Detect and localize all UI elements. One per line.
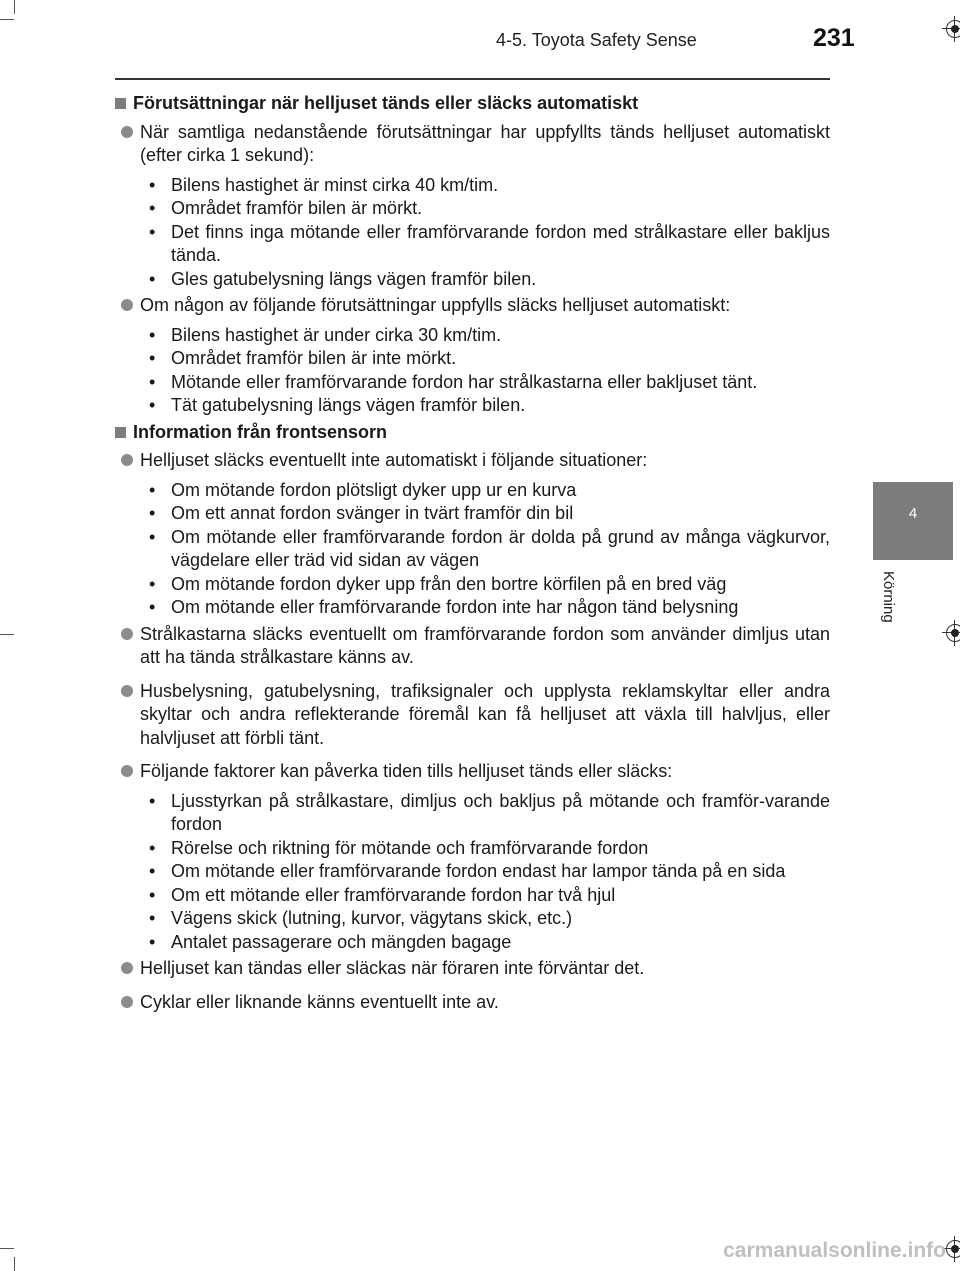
crop-mark	[0, 1248, 14, 1249]
sub-bullet-icon: •	[149, 348, 156, 368]
sub-bullet-icon: •	[149, 479, 156, 500]
sub-bullet-icon: •	[149, 371, 156, 392]
sub-list-text: Bilens hastighet är under cirka 30 km/tim.	[171, 324, 502, 345]
chapter-title-text: Körning	[880, 571, 897, 623]
page-number: 231	[813, 24, 855, 52]
sub-list-text: Vägens skick (lutning, kurvor, vägytans skick, etc.)	[171, 908, 573, 928]
sub-list-text: Om ett mötande eller framförvarande fordon har två hjul	[171, 884, 616, 905]
section-heading	[115, 92, 830, 116]
sub-list-item	[149, 502, 830, 526]
sub-list-item	[149, 221, 830, 268]
sub-list-item	[149, 907, 830, 931]
sub-list-item	[149, 790, 830, 837]
sub-bullet-icon: •	[149, 861, 156, 881]
registration-mark-icon	[942, 620, 960, 646]
crop-mark	[0, 634, 14, 635]
section-square-icon	[115, 98, 126, 109]
sub-bullet-icon: •	[149, 268, 156, 289]
document-body	[115, 92, 830, 1024]
chapter-number: 4	[908, 505, 918, 522]
sub-list	[115, 479, 830, 620]
bullet-dot-icon	[121, 299, 133, 311]
sub-list-text: Rörelse och riktning för mötande och framförvarande fordon	[171, 837, 649, 858]
crop-mark	[14, 1257, 15, 1271]
header-rule	[115, 78, 830, 80]
bullet-item	[115, 760, 830, 784]
sub-list-text: Om ett annat fordon svänger in tvärt framför din bil	[171, 503, 574, 523]
watermark: carmanualsonline.info	[723, 1239, 946, 1262]
sub-bullet-icon: •	[149, 503, 156, 523]
sub-bullet-icon: •	[149, 526, 156, 547]
sub-bullet-icon: •	[149, 198, 156, 218]
registration-mark-icon	[942, 16, 960, 42]
sub-list-text: Om mötande eller framförvarande fordon är dolda på grund av många vägkurvor, vägdelare eller träd vid sidan av vägen	[171, 526, 830, 570]
sub-list	[115, 790, 830, 955]
bullet-dot-icon	[121, 765, 133, 777]
sub-list-text: Området framför bilen är mörkt.	[171, 198, 423, 218]
bullet-item	[115, 623, 830, 670]
bullet-text: Följande faktorer kan påverka tiden tills helljuset tänds eller släcks:	[140, 761, 673, 781]
sub-bullet-icon: •	[149, 324, 156, 345]
sub-list-text: Tät gatubelysning längs vägen framför bilen.	[171, 395, 526, 415]
chapter-tab	[873, 482, 953, 560]
sub-list-item	[149, 837, 830, 861]
bullet-text: Om någon av följande förutsättningar uppfylls släcks helljuset automatiskt:	[140, 295, 731, 315]
bullet-item	[115, 294, 830, 318]
bullet-dot-icon	[121, 454, 133, 466]
sub-list-text: Det finns inga mötande eller framförvarande fordon med strålkastare eller bakljus tända.	[171, 221, 830, 265]
sub-list-item	[149, 596, 830, 620]
bullet-text: Strålkastarna släcks eventuellt om framförvarande fordon som använder dimljus utan att ha tända strålkastare känns av.	[140, 623, 830, 667]
chapter-title	[876, 571, 898, 641]
sub-list-item	[149, 479, 830, 503]
sub-bullet-icon: •	[149, 573, 156, 594]
sub-list-item	[149, 268, 830, 292]
section-heading	[115, 421, 830, 445]
sub-bullet-icon: •	[149, 884, 156, 905]
sub-bullet-icon: •	[149, 395, 156, 415]
sub-bullet-icon: •	[149, 174, 156, 195]
bullet-item	[115, 680, 830, 751]
section-heading-text: Information från frontsensorn	[133, 421, 388, 442]
sub-list-item	[149, 174, 830, 198]
bullet-text: När samtliga nedanstående förutsättningar har uppfyllts tänds helljuset automatiskt (efter cirka 1 sekund):	[140, 121, 830, 165]
bullet-text: Cyklar eller liknande känns eventuellt inte av.	[140, 991, 499, 1012]
sub-list-item	[149, 573, 830, 597]
sub-list	[115, 324, 830, 418]
sub-list-text: Området framför bilen är inte mörkt.	[171, 348, 457, 368]
crop-mark	[0, 19, 14, 20]
bullet-text: Husbelysning, gatubelysning, trafiksignaler och upplysta reklamskyltar eller andra skyltar och andra reflekterande föremål kan få helljuset att växla till halvljus, eller halvljuset att förbli tänt.	[140, 680, 830, 748]
sub-bullet-icon: •	[149, 221, 156, 242]
sub-list-item	[149, 860, 830, 884]
sub-list-text: Om mötande eller framförvarande fordon inte har någon tänd belysning	[171, 597, 739, 617]
sub-list-item	[149, 931, 830, 955]
sub-bullet-icon: •	[149, 931, 156, 952]
section-square-icon	[115, 427, 126, 438]
sub-list-text: Om mötande fordon plötsligt dyker upp ur en kurva	[171, 479, 577, 500]
bullet-dot-icon	[121, 996, 133, 1008]
section-heading-text: Förutsättningar när helljuset tänds eller släcks automatiskt	[133, 93, 639, 113]
bullet-item	[115, 121, 830, 168]
sub-list-item	[149, 526, 830, 573]
bullet-item	[115, 991, 830, 1015]
sub-list-item	[149, 324, 830, 348]
bullet-dot-icon	[121, 685, 133, 697]
sub-list	[115, 174, 830, 292]
header-section-title: 4-5. Toyota Safety Sense	[496, 30, 697, 50]
sub-bullet-icon: •	[149, 908, 156, 928]
bullet-dot-icon	[121, 126, 133, 138]
sub-list-item	[149, 197, 830, 221]
sub-list-text: Gles gatubelysning längs vägen framför bilen.	[171, 268, 537, 289]
sub-bullet-icon: •	[149, 597, 156, 617]
sub-list-text: Bilens hastighet är minst cirka 40 km/tim.	[171, 174, 499, 195]
sub-list-item	[149, 394, 830, 418]
sub-list-text: Om mötande fordon dyker upp från den bortre körfilen på en bred väg	[171, 573, 727, 594]
crop-mark	[14, 0, 15, 14]
sub-list-item	[149, 371, 830, 395]
sub-bullet-icon: •	[149, 790, 156, 811]
bullet-text: Helljuset kan tändas eller släckas när föraren inte förväntar det.	[140, 958, 645, 978]
sub-list-text: Om mötande eller framförvarande fordon endast har lampor tända på en sida	[171, 861, 786, 881]
sub-list-item	[149, 884, 830, 908]
sub-list-item	[149, 347, 830, 371]
sub-list-text: Mötande eller framförvarande fordon har strålkastarna eller bakljuset tänt.	[171, 371, 758, 392]
sub-list-text: Antalet passagerare och mängden bagage	[171, 931, 512, 952]
sub-bullet-icon: •	[149, 837, 156, 858]
bullet-dot-icon	[121, 628, 133, 640]
bullet-item	[115, 957, 830, 981]
bullet-text: Helljuset släcks eventuellt inte automatiskt i följande situationer:	[140, 450, 648, 470]
bullet-item	[115, 449, 830, 473]
bullet-dot-icon	[121, 962, 133, 974]
sub-list-text: Ljusstyrkan på strålkastare, dimljus och bakljus på mötande och framför-varande fordon	[171, 790, 830, 834]
